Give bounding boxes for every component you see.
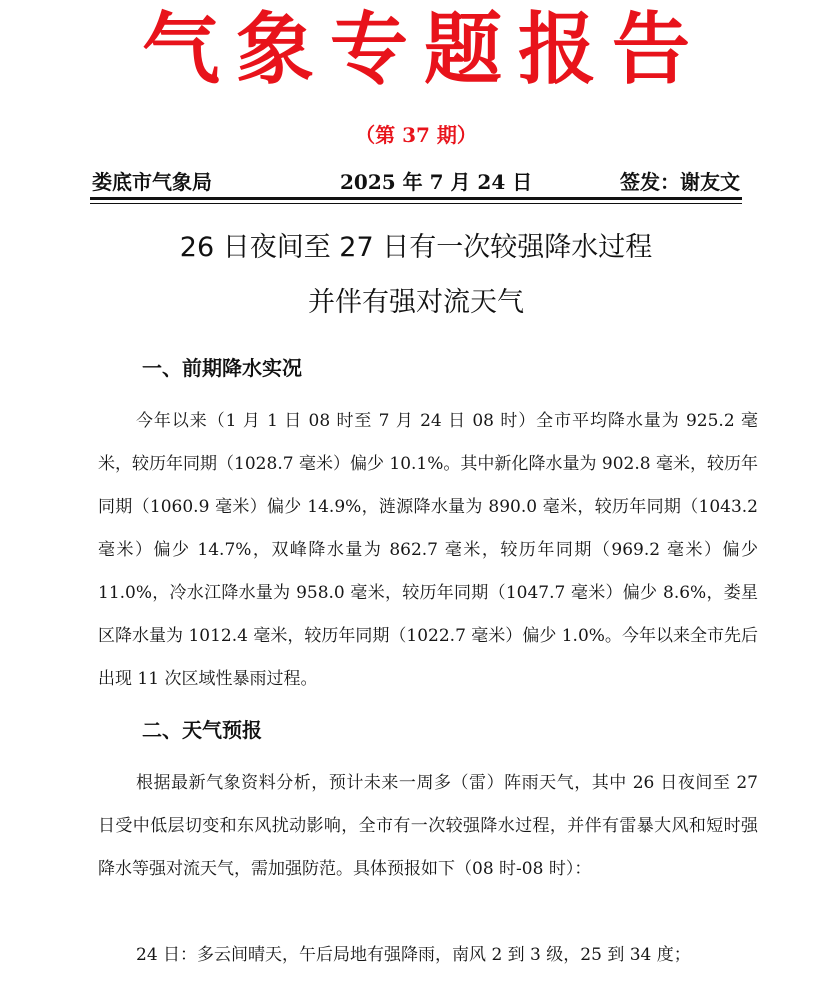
report-masthead: 气象专题报告 [141,5,706,95]
issue-date: 2025 年 7 月 24 日 [340,170,533,194]
section-heading-observed-precipitation: 一、前期降水实况 [142,356,302,380]
issuing-organization: 娄底市气象局 [92,170,212,194]
meta-row [92,168,740,196]
issue-number: （第 37 期） [355,123,477,147]
paragraph-observed-precipitation: 今年以来（1 月 1 日 08 时至 7 月 24 日 08 时）全市平均降水量为 925.2 毫米，较历年同期（1028.7 毫米）偏少 10.1%。其中新化降水量为 902.8 毫米，较历年同期（1060.9 毫米）偏少 14.9%，涟源降水量为 890.0 毫米，较历年同期（1043.2 毫米）偏少 14.7%，双峰降水量为 862.7 毫米，较历年同期（969.2 毫米）偏少 11.0%，冷水江降水量为 958.0 毫米，较历年同期（1047.7 毫米）偏少 8.6%，娄星区降水量为 1012.4 毫米，较历年同期（1022.7 毫米）偏少 1.0%。今年以来全市先后出现 11 次区域性暴雨过程。 [98,411,758,689]
header-divider-thin [90,203,742,204]
paragraph-forecast-summary: 根据最新气象资料分析，预计未来一周多（雷）阵雨天气，其中 26 日夜间至 27 日受中低层切变和东风扰动影响，全市有一次较强降水过程，并伴有雷暴大风和短时强降水等强对流天气，需加强防范。具体预报如下（08 时-08 时）： [98,773,758,879]
document-title-line-2: 并伴有强对流天气 [308,287,524,318]
section-heading-weather-forecast: 二、天气预报 [142,718,262,742]
document-title-line-1: 26 日夜间至 27 日有一次较强降水过程 [179,232,653,263]
paragraph-forecast-day-24: 24 日：多云间晴天，午后局地有强降雨，南风 2 到 3 级，25 到 34 度； [136,945,691,965]
signer: 签发：谢友文 [620,170,740,194]
header-divider-thick [90,197,742,200]
